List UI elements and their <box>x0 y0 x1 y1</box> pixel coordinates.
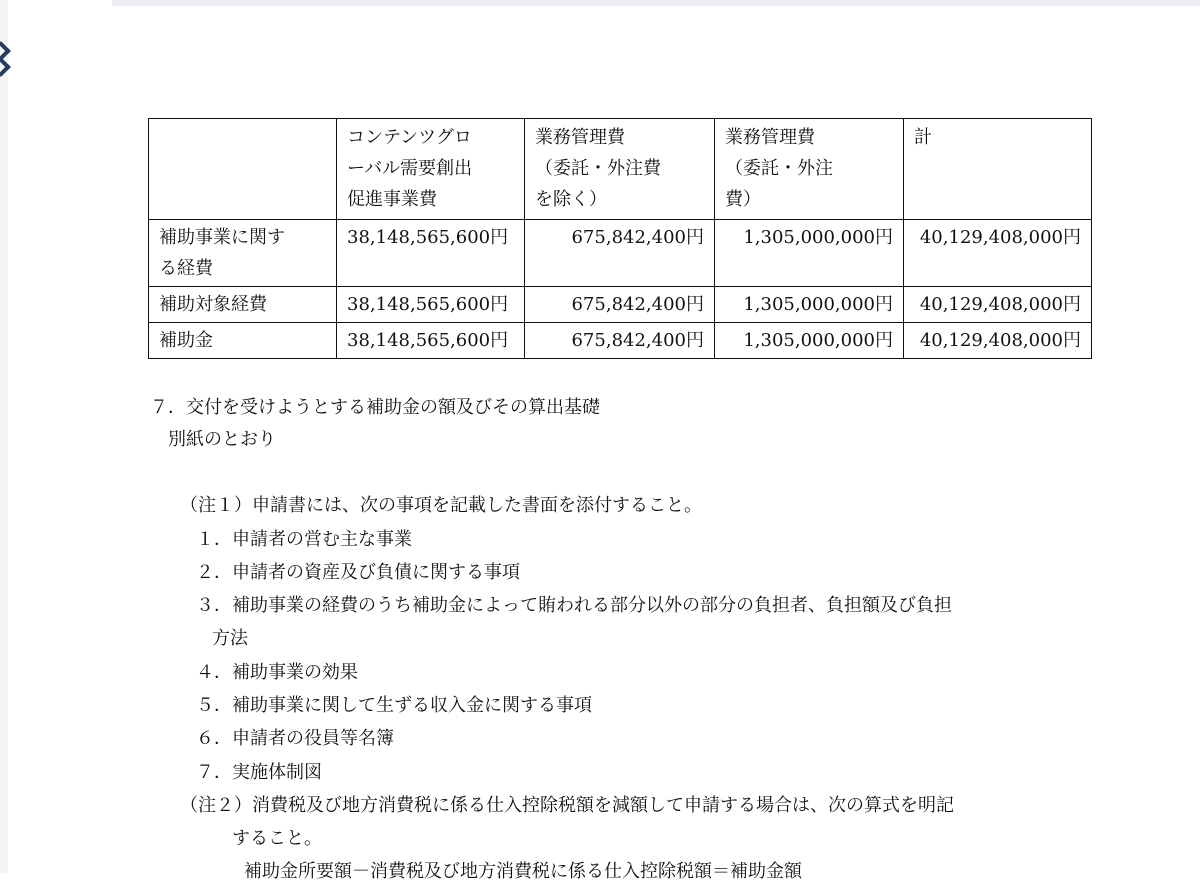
header-text: コンテンツグロ <box>347 127 472 148</box>
note1-item: ６．申請者の役員等名簿 <box>196 728 394 749</box>
row-label: 補助金 <box>149 323 337 359</box>
note1-item: ２．申請者の資産及び負債に関する事項 <box>196 562 520 583</box>
table-row <box>149 287 1092 323</box>
chevron-right-icon[interactable] <box>0 40 8 84</box>
table-cell: 38,148,565,600円 <box>337 220 525 287</box>
header-cell-management-outsourced <box>715 119 904 220</box>
note1-item: １．申請者の営む主な事業 <box>196 529 412 550</box>
header-text: （委託・外注費 <box>535 158 661 179</box>
left-panel-edge <box>0 0 8 873</box>
table-cell: 40,129,408,000円 <box>904 323 1092 359</box>
table-cell: 40,129,408,000円 <box>904 220 1092 287</box>
table-header-row <box>149 119 1092 220</box>
note1-item: ５．補助事業に関して生ずる収入金に関する事項 <box>196 695 592 716</box>
header-cell-total <box>904 119 1092 220</box>
table-cell: 1,305,000,000円 <box>715 287 904 323</box>
table-cell: 675,842,400円 <box>525 323 715 359</box>
note2-heading: （注２）消費税及び地方消費税に係る仕入控除税額を減額して申請する場合は、次の算式を明記 <box>180 795 954 816</box>
row-label-text: 補助事業に関す <box>159 227 285 248</box>
row-label <box>149 220 337 287</box>
header-text: 費） <box>725 189 761 210</box>
row-label: 補助対象経費 <box>149 287 337 323</box>
header-text: ーバル需要創出 <box>347 158 473 179</box>
table-cell: 1,305,000,000円 <box>715 323 904 359</box>
table-cell: 675,842,400円 <box>525 287 715 323</box>
note2-continuation: すること。 <box>232 828 322 849</box>
header-text: 業務管理費 <box>725 127 815 148</box>
table-cell: 1,305,000,000円 <box>715 220 904 287</box>
note1-item: ４．補助事業の効果 <box>196 662 358 683</box>
table-cell: 38,148,565,600円 <box>337 323 525 359</box>
section7-body: 別紙のとおり <box>168 429 276 450</box>
table-row <box>149 220 1092 287</box>
table-cell: 675,842,400円 <box>525 220 715 287</box>
header-text: 促進事業費 <box>347 189 437 210</box>
header-cell-content-project <box>337 119 525 220</box>
top-bar <box>112 0 1200 6</box>
budget-table <box>148 118 1092 359</box>
note1-item-continuation: 方法 <box>212 628 248 649</box>
header-text: （委託・外注 <box>725 158 833 179</box>
header-cell-empty <box>149 119 337 220</box>
table-cell: 38,148,565,600円 <box>337 287 525 323</box>
header-text: を除く） <box>535 189 607 210</box>
header-text: 計 <box>914 127 932 148</box>
header-cell-management-excl <box>525 119 715 220</box>
table-row <box>149 323 1092 359</box>
note2-formula: 補助金所要額－消費税及び地方消費税に係る仕入控除税額＝補助金額 <box>244 861 802 882</box>
note1-item: ７．実施体制図 <box>196 762 322 783</box>
note1-item: ３．補助事業の経費のうち補助金によって賄われる部分以外の部分の負担者、負担額及び負担 <box>196 595 952 616</box>
note1-heading: （注１）申請書には、次の事項を記載した書面を添付すること。 <box>180 495 702 516</box>
table-cell: 40,129,408,000円 <box>904 287 1092 323</box>
section7-heading: ７．交付を受けようとする補助金の額及びその算出基礎 <box>150 397 600 418</box>
header-text: 業務管理費 <box>535 127 625 148</box>
row-label-text: る経費 <box>159 258 213 279</box>
